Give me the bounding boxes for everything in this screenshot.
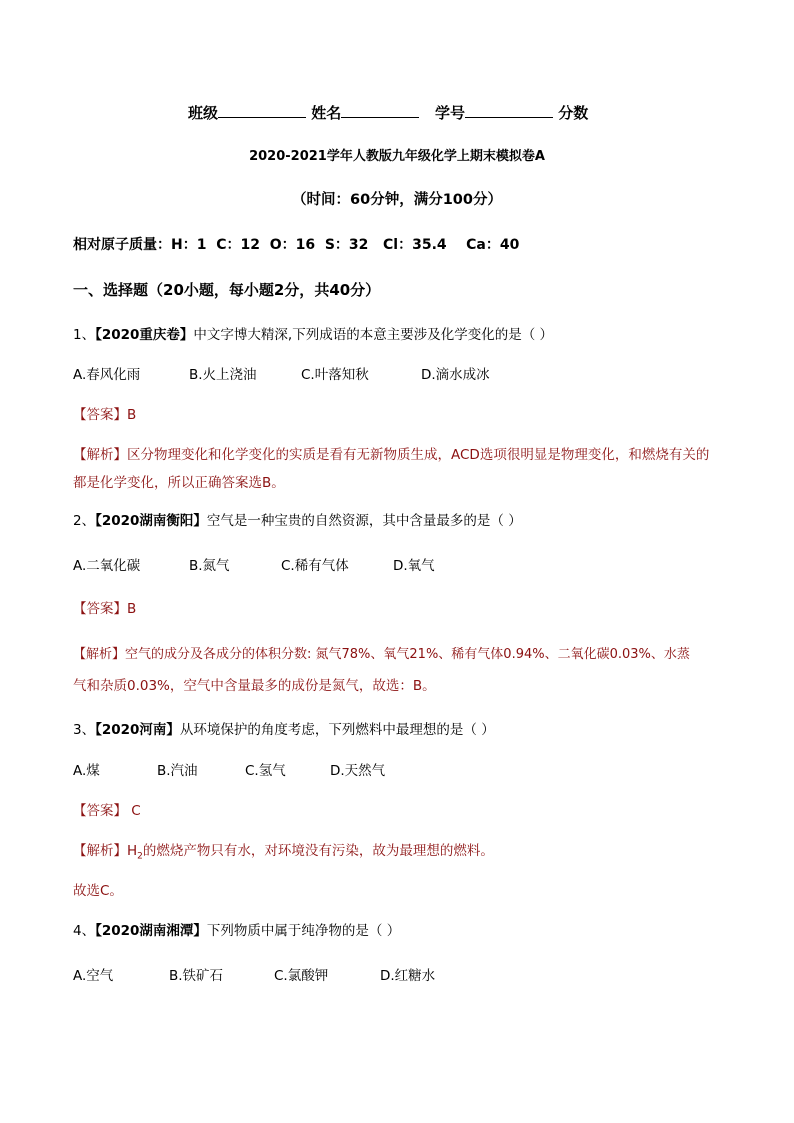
option-b: B.氮气 bbox=[189, 558, 230, 574]
option-b: B.铁矿石 bbox=[169, 968, 224, 984]
atomic-mass: 相对原子质量：H：1 C：12 O：16 S：32 Cl：35.4 Ca：40 bbox=[73, 237, 520, 253]
option-d: D.天然气 bbox=[330, 763, 386, 779]
id-label: 学号 bbox=[434, 104, 465, 122]
score-label: 分数 bbox=[558, 104, 589, 122]
option-b: B.火上浇油 bbox=[189, 367, 257, 383]
exam-title: 2020-2021学年人教版九年级化学上期末模拟卷A bbox=[249, 149, 545, 164]
option-c: C.稀有气体 bbox=[281, 558, 349, 574]
option-a: A.煤 bbox=[73, 763, 100, 779]
answer: 【答案】B bbox=[73, 407, 137, 423]
question-number: 2、 bbox=[73, 513, 96, 529]
question-number: 1、 bbox=[73, 327, 96, 343]
question-stem: 中文字博大精深,下列成语的本意主要涉及化学变化的是（ ） bbox=[193, 327, 554, 343]
section-heading: 一、选择题（20小题，每小题2分，共40分） bbox=[73, 281, 381, 299]
time-info: （时间：60分钟，满分100分） bbox=[292, 192, 502, 208]
name-label: 姓名 bbox=[311, 104, 342, 122]
answer: 【答案】B bbox=[73, 601, 137, 617]
analysis-line bbox=[73, 842, 494, 866]
question-2 bbox=[73, 512, 522, 530]
option-d: D.氧气 bbox=[393, 558, 435, 574]
analysis-line: 都是化学变化，所以正确答案选B。 bbox=[73, 475, 285, 491]
option-c: C.氢气 bbox=[245, 763, 286, 779]
class-label: 班级 bbox=[188, 104, 219, 122]
answer: 【答案】 C bbox=[73, 803, 141, 819]
question-number: 3、 bbox=[73, 722, 96, 738]
option-c: C.氯酸钾 bbox=[274, 968, 329, 984]
option-a: A.空气 bbox=[73, 968, 114, 984]
analysis-line: 【解析】空气的成分及各成分的体积分数: 氮气78%、氧气21%、稀有气体0.94%、二氧化碳0.03%、水蒸 bbox=[73, 647, 690, 662]
question-1 bbox=[73, 326, 553, 344]
subscript: 2 bbox=[137, 851, 143, 862]
question-source: 【2020河南】 bbox=[95, 722, 180, 738]
analysis-line: 【解析】区分物理变化和化学变化的实质是看有无新物质生成，ACD选项很明显是物理变化，和燃烧有关的 bbox=[73, 447, 710, 463]
id-blank[interactable] bbox=[465, 103, 553, 118]
question-stem: 从环境保护的角度考虑，下列燃料中最理想的是（ ） bbox=[179, 722, 495, 738]
class-blank[interactable] bbox=[218, 103, 306, 118]
conclusion: 故选C。 bbox=[73, 883, 123, 899]
analysis-text: 的燃烧产物只有水，对环境没有污染，故为最理想的燃料。 bbox=[142, 843, 494, 859]
question-source: 【2020湖南湘潭】 bbox=[95, 923, 207, 939]
option-a: A.春风化雨 bbox=[73, 367, 141, 383]
question-source: 【2020重庆卷】 bbox=[95, 327, 194, 343]
option-d: D.红糖水 bbox=[380, 968, 436, 984]
question-stem: 空气是一种宝贵的自然资源，其中含量最多的是（ ） bbox=[206, 513, 522, 529]
option-d: D.滴水成冰 bbox=[421, 367, 490, 383]
student-info-line bbox=[188, 103, 588, 122]
question-3 bbox=[73, 721, 495, 739]
question-4 bbox=[73, 922, 400, 940]
question-source: 【2020湖南衡阳】 bbox=[95, 513, 207, 529]
analysis-line: 气和杂质0.03%，空气中含量最多的成份是氮气，故选：B。 bbox=[73, 678, 436, 694]
question-number: 4、 bbox=[73, 923, 96, 939]
question-stem: 下列物质中属于纯净物的是（ ） bbox=[206, 923, 401, 939]
option-b: B.汽油 bbox=[157, 763, 198, 779]
option-c: C.叶落知秋 bbox=[301, 367, 369, 383]
option-a: A.二氧化碳 bbox=[73, 558, 141, 574]
name-blank[interactable] bbox=[341, 103, 419, 118]
analysis-prefix: 【解析】H bbox=[73, 843, 138, 859]
